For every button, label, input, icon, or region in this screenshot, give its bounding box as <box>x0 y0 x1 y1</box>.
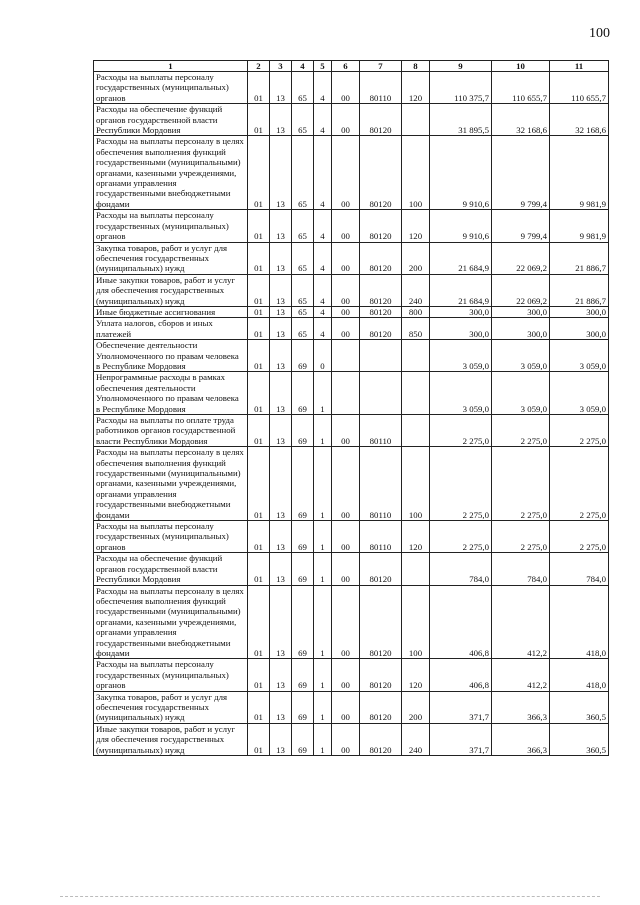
code-program: 69 <box>292 415 314 447</box>
code-subprogram: 4 <box>314 274 332 306</box>
code-expense-type <box>402 104 430 136</box>
amount-col-11: 418,0 <box>550 585 609 659</box>
code-program: 69 <box>292 723 314 755</box>
code-program: 65 <box>292 210 314 242</box>
table-body <box>94 72 609 756</box>
amount-col-11: 360,5 <box>550 723 609 755</box>
amount-col-11: 784,0 <box>550 553 609 585</box>
amount-col-11: 300,0 <box>550 318 609 340</box>
amount-col-9: 9 910,6 <box>430 210 492 242</box>
code-main-event: 00 <box>332 242 360 274</box>
row-description: Расходы на выплаты персоналу в целях обеспечения выполнения функций государственными (муниципальными) органами, казенными учреждениями, органами управления государственными внебюджетными фондами <box>94 585 248 659</box>
table-row <box>94 553 609 585</box>
amount-col-9: 300,0 <box>430 306 492 317</box>
table-row <box>94 521 609 553</box>
row-description: Закупка товаров, работ и услуг для обеспечения государственных (муниципальных) нужд <box>94 691 248 723</box>
code-main-event: 00 <box>332 104 360 136</box>
code-expense-type: 120 <box>402 72 430 104</box>
code-section: 01 <box>248 521 270 553</box>
row-description: Иные закупки товаров, работ и услуг для обеспечения государственных (муниципальных) нужд <box>94 723 248 755</box>
code-expense-type <box>402 340 430 372</box>
code-direction: 80120 <box>360 318 402 340</box>
code-section: 01 <box>248 210 270 242</box>
code-direction: 80110 <box>360 72 402 104</box>
code-main-event <box>332 340 360 372</box>
table-row <box>94 691 609 723</box>
code-program: 69 <box>292 691 314 723</box>
code-subprogram: 4 <box>314 72 332 104</box>
row-description: Расходы на выплаты персоналу в целях обеспечения выполнения функций государственными (муниципальными) органами, казенными учреждениями, органами управления государственными внебюджетными фондами <box>94 447 248 521</box>
code-subprogram: 0 <box>314 340 332 372</box>
table-row <box>94 104 609 136</box>
code-program: 65 <box>292 274 314 306</box>
amount-col-10: 300,0 <box>492 318 550 340</box>
amount-col-9: 406,8 <box>430 659 492 691</box>
table-row <box>94 372 609 415</box>
row-description: Расходы на выплаты персоналу государственных (муниципальных) органов <box>94 521 248 553</box>
row-description: Расходы на выплаты персоналу государственных (муниципальных) органов <box>94 659 248 691</box>
amount-col-11: 9 981,9 <box>550 136 609 210</box>
code-direction: 80110 <box>360 415 402 447</box>
code-program: 69 <box>292 521 314 553</box>
code-subprogram: 1 <box>314 521 332 553</box>
amount-col-10: 22 069,2 <box>492 274 550 306</box>
code-section: 01 <box>248 723 270 755</box>
code-program: 69 <box>292 553 314 585</box>
amount-col-10: 9 799,4 <box>492 210 550 242</box>
table-row <box>94 136 609 210</box>
row-description: Расходы на обеспечение функций органов государственной власти Республики Мордовия <box>94 553 248 585</box>
code-subsection: 13 <box>270 447 292 521</box>
col-header: 8 <box>402 61 430 72</box>
code-subprogram: 4 <box>314 136 332 210</box>
amount-col-11: 32 168,6 <box>550 104 609 136</box>
code-main-event: 00 <box>332 136 360 210</box>
code-main-event: 00 <box>332 659 360 691</box>
code-section: 01 <box>248 447 270 521</box>
code-subsection: 13 <box>270 691 292 723</box>
code-subsection: 13 <box>270 136 292 210</box>
code-section: 01 <box>248 136 270 210</box>
code-expense-type <box>402 415 430 447</box>
table-row <box>94 447 609 521</box>
amount-col-9: 3 059,0 <box>430 372 492 415</box>
code-subsection: 13 <box>270 274 292 306</box>
code-subprogram: 1 <box>314 659 332 691</box>
amount-col-9: 31 895,5 <box>430 104 492 136</box>
amount-col-10: 9 799,4 <box>492 136 550 210</box>
col-header: 5 <box>314 61 332 72</box>
code-main-event: 00 <box>332 691 360 723</box>
code-main-event: 00 <box>332 210 360 242</box>
table-row <box>94 72 609 104</box>
table-row <box>94 723 609 755</box>
code-expense-type: 100 <box>402 136 430 210</box>
code-subprogram: 1 <box>314 372 332 415</box>
amount-col-10: 366,3 <box>492 723 550 755</box>
code-main-event: 00 <box>332 306 360 317</box>
code-subprogram: 1 <box>314 723 332 755</box>
code-section: 01 <box>248 318 270 340</box>
code-subprogram: 4 <box>314 318 332 340</box>
code-expense-type: 240 <box>402 723 430 755</box>
code-direction: 80120 <box>360 210 402 242</box>
amount-col-10: 2 275,0 <box>492 447 550 521</box>
page-number: 100 <box>589 26 610 41</box>
code-expense-type: 120 <box>402 659 430 691</box>
code-direction: 80120 <box>360 691 402 723</box>
code-subsection: 13 <box>270 104 292 136</box>
col-header: 9 <box>430 61 492 72</box>
row-description: Обеспечение деятельности Уполномоченного по правам человека в Республике Мордовия <box>94 340 248 372</box>
table-row <box>94 306 609 317</box>
code-main-event: 00 <box>332 415 360 447</box>
amount-col-9: 300,0 <box>430 318 492 340</box>
col-header: 6 <box>332 61 360 72</box>
code-direction: 80120 <box>360 659 402 691</box>
amount-col-10: 32 168,6 <box>492 104 550 136</box>
code-program: 69 <box>292 372 314 415</box>
amount-col-10: 784,0 <box>492 553 550 585</box>
table-row <box>94 274 609 306</box>
code-program: 65 <box>292 318 314 340</box>
amount-col-11: 110 655,7 <box>550 72 609 104</box>
amount-col-11: 360,5 <box>550 691 609 723</box>
amount-col-10: 110 655,7 <box>492 72 550 104</box>
amount-col-11: 9 981,9 <box>550 210 609 242</box>
code-expense-type: 200 <box>402 242 430 274</box>
col-header: 10 <box>492 61 550 72</box>
row-description: Расходы на выплаты персоналу государственных (муниципальных) органов <box>94 72 248 104</box>
amount-col-10: 366,3 <box>492 691 550 723</box>
code-direction: 80120 <box>360 585 402 659</box>
code-expense-type: 120 <box>402 210 430 242</box>
code-program: 69 <box>292 340 314 372</box>
table-row <box>94 659 609 691</box>
code-section: 01 <box>248 242 270 274</box>
code-main-event: 00 <box>332 723 360 755</box>
code-main-event <box>332 372 360 415</box>
code-section: 01 <box>248 72 270 104</box>
code-direction <box>360 372 402 415</box>
table-row <box>94 242 609 274</box>
amount-col-11: 418,0 <box>550 659 609 691</box>
code-section: 01 <box>248 691 270 723</box>
table-row <box>94 340 609 372</box>
amount-col-9: 21 684,9 <box>430 242 492 274</box>
code-section: 01 <box>248 372 270 415</box>
amount-col-9: 110 375,7 <box>430 72 492 104</box>
row-description: Расходы на обеспечение функций органов государственной власти Республики Мордовия <box>94 104 248 136</box>
amount-col-10: 412,2 <box>492 585 550 659</box>
code-subsection: 13 <box>270 210 292 242</box>
amount-col-9: 371,7 <box>430 723 492 755</box>
code-expense-type: 120 <box>402 521 430 553</box>
code-expense-type: 850 <box>402 318 430 340</box>
code-expense-type: 100 <box>402 447 430 521</box>
col-header: 2 <box>248 61 270 72</box>
amount-col-11: 2 275,0 <box>550 415 609 447</box>
code-direction <box>360 340 402 372</box>
table-row <box>94 415 609 447</box>
code-subsection: 13 <box>270 318 292 340</box>
row-description: Закупка товаров, работ и услуг для обеспечения государственных (муниципальных) нужд <box>94 242 248 274</box>
code-expense-type <box>402 372 430 415</box>
code-direction: 80110 <box>360 521 402 553</box>
scan-edge <box>60 896 600 898</box>
code-main-event: 00 <box>332 274 360 306</box>
code-subprogram: 4 <box>314 306 332 317</box>
amount-col-9: 2 275,0 <box>430 521 492 553</box>
amount-col-11: 21 886,7 <box>550 242 609 274</box>
row-description: Иные бюджетные ассигнования <box>94 306 248 317</box>
code-expense-type: 200 <box>402 691 430 723</box>
code-subsection: 13 <box>270 659 292 691</box>
header-row <box>94 61 609 72</box>
row-description: Расходы на выплаты по оплате труда работников органов государственной власти Республики Мордовия <box>94 415 248 447</box>
code-expense-type: 240 <box>402 274 430 306</box>
amount-col-10: 300,0 <box>492 306 550 317</box>
code-section: 01 <box>248 340 270 372</box>
amount-col-10: 2 275,0 <box>492 415 550 447</box>
amount-col-11: 2 275,0 <box>550 521 609 553</box>
amount-col-11: 21 886,7 <box>550 274 609 306</box>
code-program: 65 <box>292 72 314 104</box>
col-header: 3 <box>270 61 292 72</box>
code-program: 65 <box>292 136 314 210</box>
budget-table <box>93 60 609 756</box>
code-subsection: 13 <box>270 585 292 659</box>
code-subprogram: 4 <box>314 210 332 242</box>
code-subsection: 13 <box>270 415 292 447</box>
amount-col-11: 3 059,0 <box>550 372 609 415</box>
code-program: 69 <box>292 585 314 659</box>
amount-col-10: 3 059,0 <box>492 372 550 415</box>
code-section: 01 <box>248 415 270 447</box>
col-header: 4 <box>292 61 314 72</box>
code-direction: 80110 <box>360 447 402 521</box>
table-row <box>94 318 609 340</box>
table-row <box>94 585 609 659</box>
col-header: 11 <box>550 61 609 72</box>
code-direction: 80120 <box>360 242 402 274</box>
code-main-event: 00 <box>332 585 360 659</box>
code-section: 01 <box>248 553 270 585</box>
amount-col-9: 2 275,0 <box>430 415 492 447</box>
code-program: 69 <box>292 447 314 521</box>
amount-col-11: 3 059,0 <box>550 340 609 372</box>
code-direction: 80120 <box>360 553 402 585</box>
amount-col-9: 406,8 <box>430 585 492 659</box>
code-program: 65 <box>292 104 314 136</box>
code-expense-type: 100 <box>402 585 430 659</box>
code-program: 65 <box>292 242 314 274</box>
code-subprogram: 1 <box>314 415 332 447</box>
code-section: 01 <box>248 306 270 317</box>
code-subprogram: 1 <box>314 585 332 659</box>
code-direction: 80120 <box>360 136 402 210</box>
code-direction: 80120 <box>360 723 402 755</box>
amount-col-11: 2 275,0 <box>550 447 609 521</box>
col-header: 7 <box>360 61 402 72</box>
code-main-event: 00 <box>332 521 360 553</box>
code-main-event: 00 <box>332 553 360 585</box>
code-subsection: 13 <box>270 553 292 585</box>
code-subprogram: 1 <box>314 691 332 723</box>
code-subprogram: 1 <box>314 553 332 585</box>
code-program: 69 <box>292 659 314 691</box>
code-direction: 80120 <box>360 306 402 317</box>
code-subsection: 13 <box>270 72 292 104</box>
amount-col-10: 2 275,0 <box>492 521 550 553</box>
code-subsection: 13 <box>270 340 292 372</box>
row-description: Уплата налогов, сборов и иных платежей <box>94 318 248 340</box>
amount-col-10: 22 069,2 <box>492 242 550 274</box>
code-direction: 80120 <box>360 274 402 306</box>
amount-col-9: 21 684,9 <box>430 274 492 306</box>
code-subprogram: 4 <box>314 242 332 274</box>
code-subsection: 13 <box>270 372 292 415</box>
row-description: Иные закупки товаров, работ и услуг для обеспечения государственных (муниципальных) нужд <box>94 274 248 306</box>
code-direction: 80120 <box>360 104 402 136</box>
code-section: 01 <box>248 659 270 691</box>
code-program: 65 <box>292 306 314 317</box>
code-subsection: 13 <box>270 306 292 317</box>
code-main-event: 00 <box>332 72 360 104</box>
col-header: 1 <box>94 61 248 72</box>
amount-col-10: 412,2 <box>492 659 550 691</box>
code-main-event: 00 <box>332 447 360 521</box>
amount-col-10: 3 059,0 <box>492 340 550 372</box>
amount-col-9: 371,7 <box>430 691 492 723</box>
code-expense-type <box>402 553 430 585</box>
row-description: Расходы на выплаты персоналу в целях обеспечения выполнения функций государственными (муниципальными) органами, казенными учреждениями, органами управления государственными внебюджетными фондами <box>94 136 248 210</box>
row-description: Расходы на выплаты персоналу государственных (муниципальных) органов <box>94 210 248 242</box>
code-subsection: 13 <box>270 723 292 755</box>
code-subsection: 13 <box>270 242 292 274</box>
amount-col-11: 300,0 <box>550 306 609 317</box>
code-section: 01 <box>248 585 270 659</box>
code-section: 01 <box>248 274 270 306</box>
row-description: Непрограммные расходы в рамках обеспечения деятельности Уполномоченного по правам человека в Республике Мордовия <box>94 372 248 415</box>
table-row <box>94 210 609 242</box>
code-section: 01 <box>248 104 270 136</box>
amount-col-9: 2 275,0 <box>430 447 492 521</box>
code-main-event: 00 <box>332 318 360 340</box>
amount-col-9: 9 910,6 <box>430 136 492 210</box>
amount-col-9: 784,0 <box>430 553 492 585</box>
amount-col-9: 3 059,0 <box>430 340 492 372</box>
code-subprogram: 4 <box>314 104 332 136</box>
code-subsection: 13 <box>270 521 292 553</box>
code-subprogram: 1 <box>314 447 332 521</box>
code-expense-type: 800 <box>402 306 430 317</box>
